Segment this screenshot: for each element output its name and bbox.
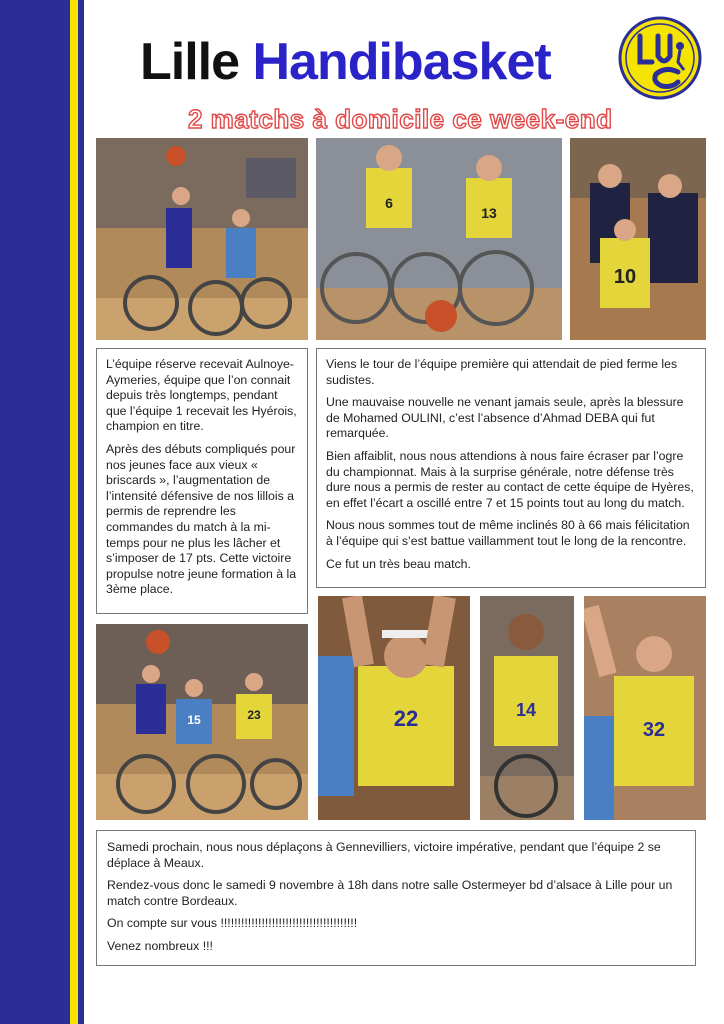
page-title xyxy=(140,22,551,102)
photo-player-14 xyxy=(480,596,574,820)
jersey-number: 10 xyxy=(613,266,637,288)
jersey-number: 14 xyxy=(515,700,537,720)
club-logo xyxy=(618,16,702,100)
paragraph: On compte sur vous !!!!!!!!!!!!!!!!!!!!!!!!!!!!!!!!!!!!!!!! xyxy=(107,916,358,931)
photo-player-10-coach xyxy=(570,138,706,340)
photo-player-22-shooting xyxy=(318,596,470,820)
left-yellow-stripe xyxy=(70,0,78,1024)
paragraph: Une mauvaise nouvelle ne venant jamais seule, après la blessure de Mohamed OULINI, c’est l’absence d’Ahmad DEBA qui fut remarquée. xyxy=(326,395,684,441)
paragraph: Bien affaiblit, nous nous attendions à nous faire écraser par l’ogre du championnat. Mais à la surprise générale, notre défense très dure nous a permis de rester au contact de cette équipe de Hyères, en effet l’écart a oscillé entre 7 et 15 points tout au long du match. xyxy=(326,448,694,510)
paragraph: Rendez-vous donc le samedi 9 novembre à 18h dans notre salle Ostermeyer bd d’alsace à Lille pour un match contre Bordeaux. xyxy=(107,878,673,908)
paragraph: Samedi prochain, nous nous déplaçons à Gennevilliers, victoire impérative, pendant que l’équipe 2 se déplace à Meaux. xyxy=(107,840,661,870)
jersey-number: 32 xyxy=(642,719,666,741)
article-first-team xyxy=(316,348,706,588)
photo-player-15-23 xyxy=(96,624,308,820)
jersey-number: 13 xyxy=(481,205,497,221)
paragraph: Après des débuts compliqués pour nos jeunes face aux vieux « briscards », l’augmentation de l’intensité défensive de nos lillois a permis de reprendre les commandes du match à la mi-temps pour ne plus les lâcher et s’imposer de 17 pts. Cette victoire propulse notre jeune formation à la 3ème place. xyxy=(106,441,297,597)
left-blue-stripe xyxy=(0,0,70,1024)
jersey-number: 23 xyxy=(247,708,261,722)
paragraph: Viens le tour de l’équipe première qui attendait de pied ferme les sudistes. xyxy=(326,357,678,387)
photo-player-32 xyxy=(584,596,706,820)
jersey-number: 22 xyxy=(393,706,419,731)
paragraph: Ce fut un très beau match. xyxy=(326,556,471,571)
article-reserve-team xyxy=(96,348,308,614)
paragraph: L’équipe réserve recevait Aulnoye-Aymeries, équipe que l’on connait depuis très longtemps, pendant que l’équipe 1 recevait les Hyérois, champion en titre. xyxy=(106,357,297,434)
page-subtitle: 2 matchs à domicile ce week-end xyxy=(188,104,613,134)
paragraph: Venez nombreux !!! xyxy=(107,938,213,953)
paragraph: Nous nous sommes tout de même inclinés 80 à 66 mais félicitation à l’équipe qui s’est battue vaillamment tout le long de la rencontre. xyxy=(326,518,690,548)
jersey-number: 15 xyxy=(187,713,201,727)
title-handibasket: Handibasket xyxy=(252,33,551,91)
left-thin-blue-stripe xyxy=(78,0,84,1024)
photo-shooting-action xyxy=(96,138,308,340)
jersey-number: 6 xyxy=(385,195,393,211)
article-next-matches xyxy=(96,830,696,966)
photo-players-6-13 xyxy=(316,138,562,340)
title-lille: Lille xyxy=(140,33,240,91)
